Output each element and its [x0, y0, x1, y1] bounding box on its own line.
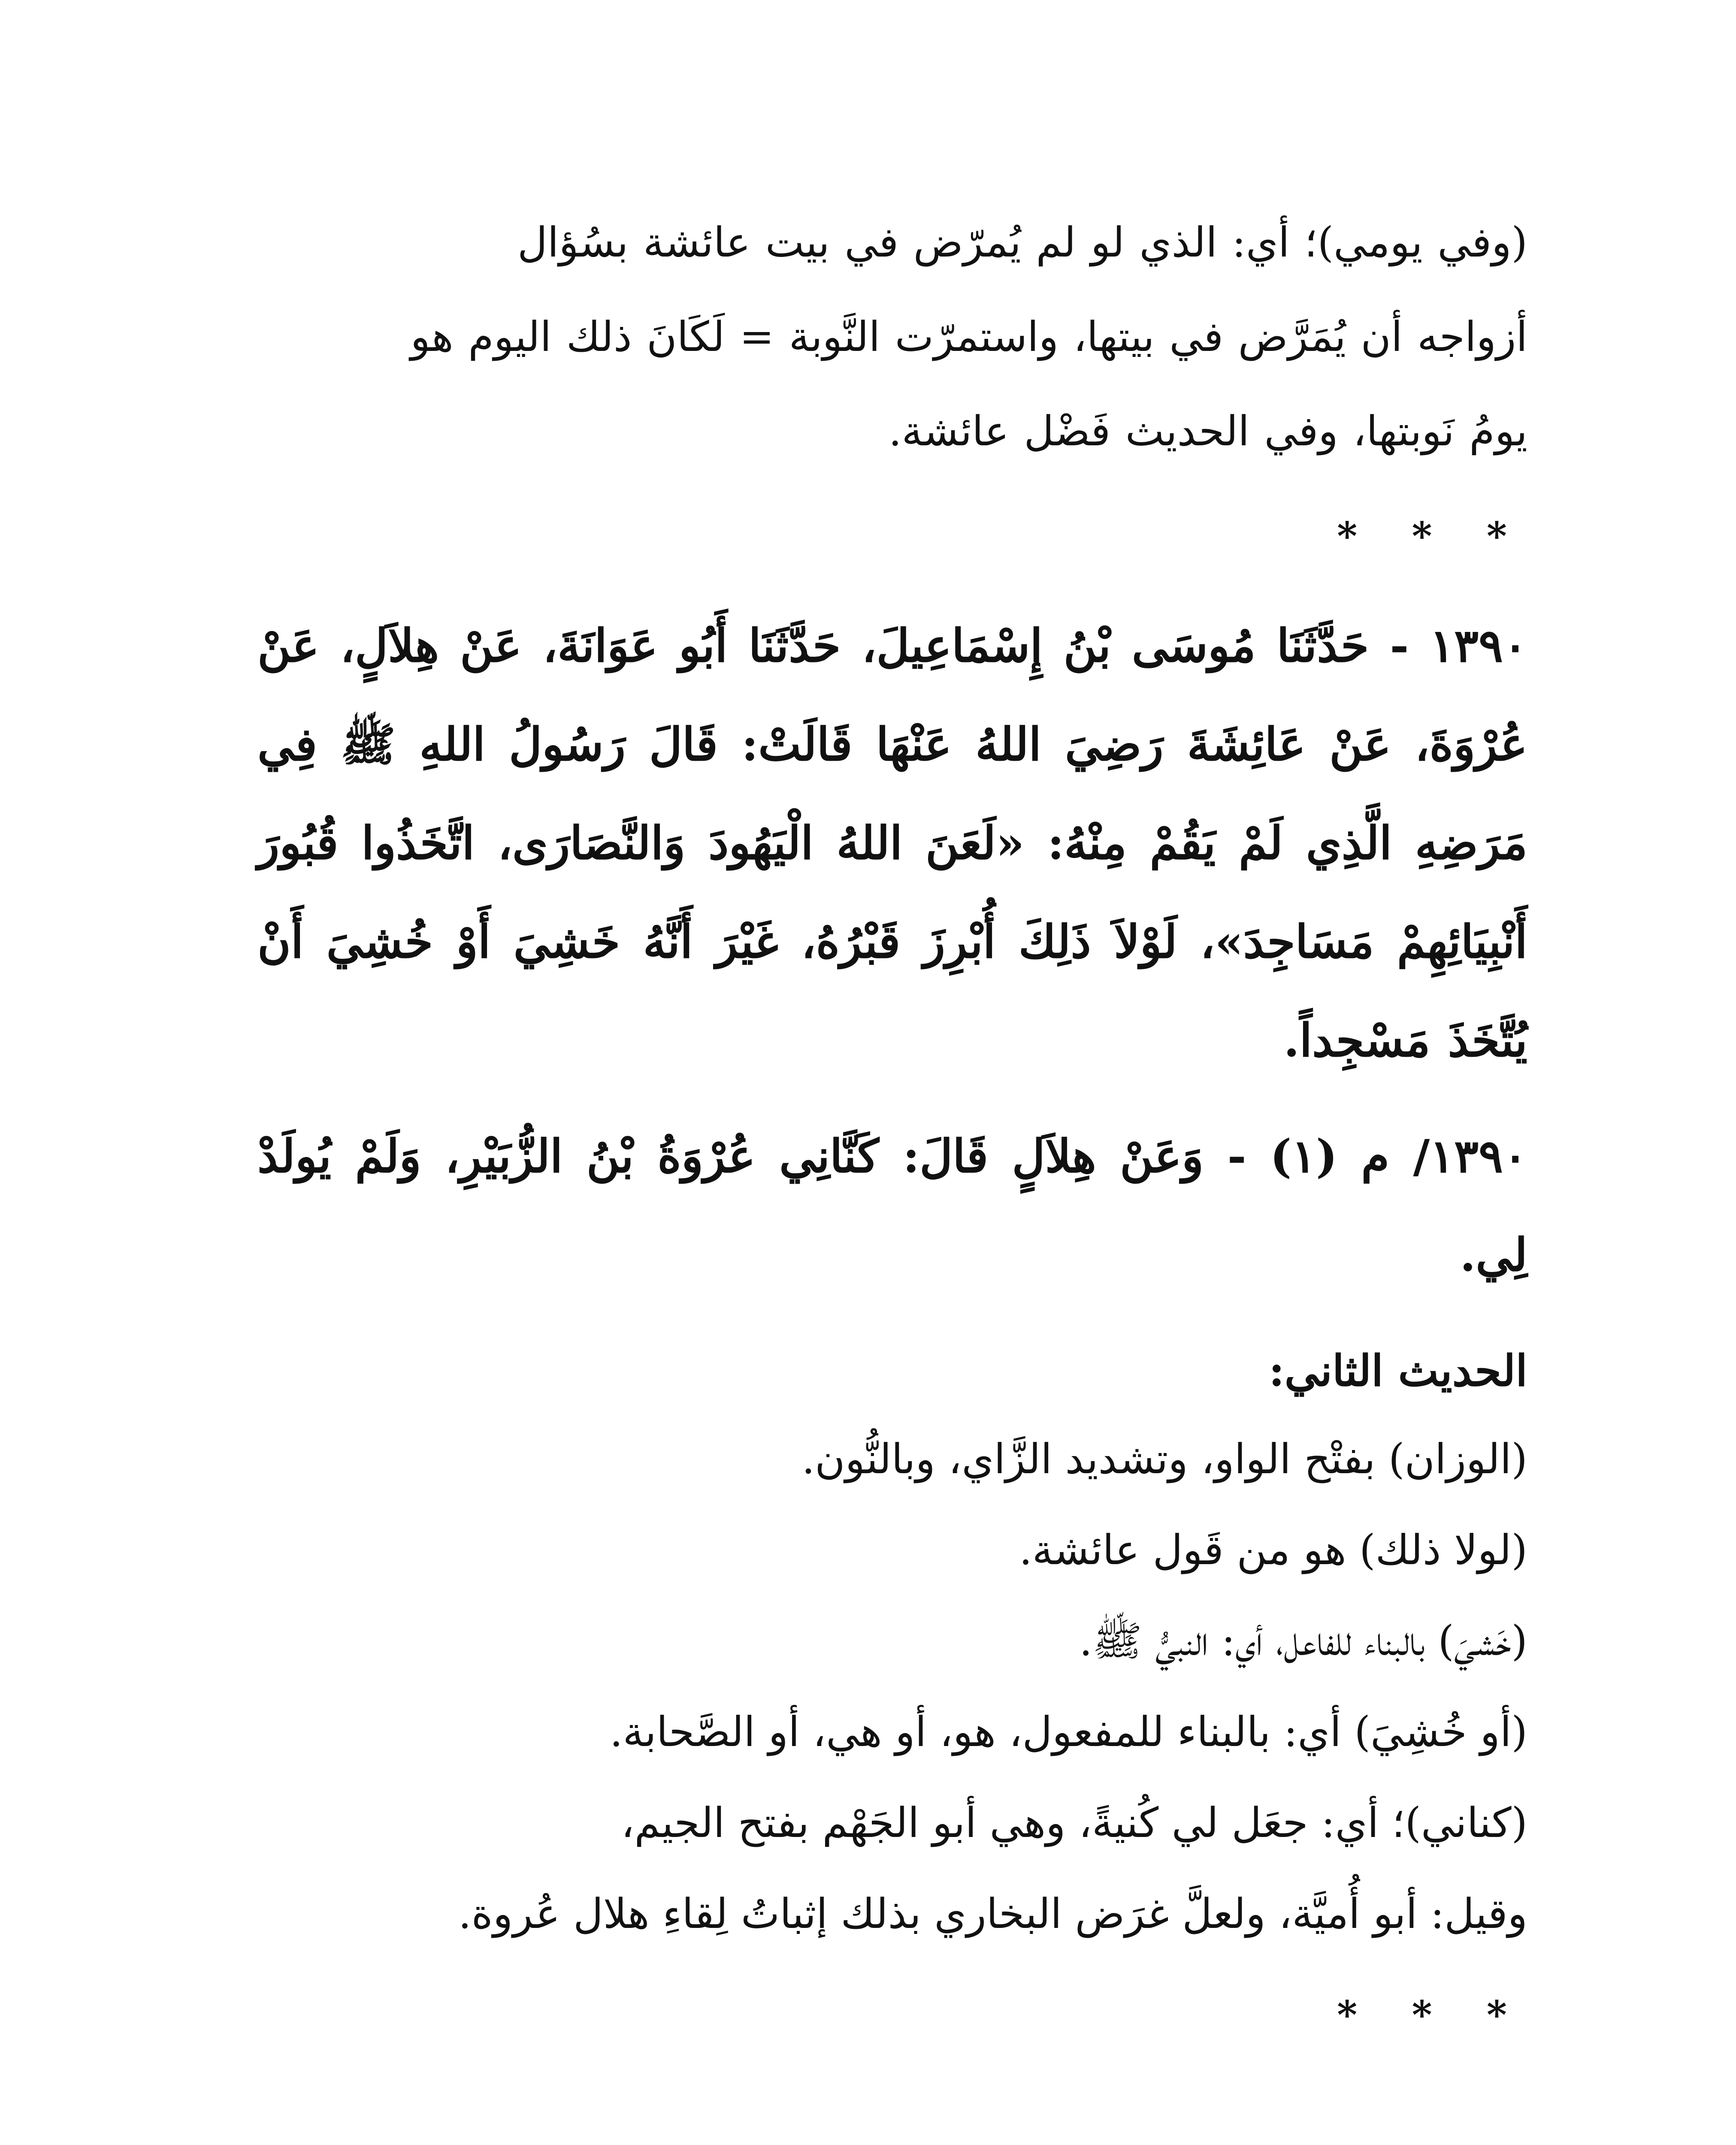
- intro-line: (وفي يومي)؛ أي: الذي لو لم يُمرّض في بيت عائشة بسُؤال: [517, 218, 1527, 266]
- commentary-line: (أو خُشِيَ) أي: بالبناء للمفعول، هو، أو هي، أو الصَّحابة.: [610, 1708, 1527, 1756]
- intro-line: يومُ نَوبتها، وفي الحديث فَضْل عائشة.: [888, 407, 1527, 455]
- commentary-section: [257, 1328, 1527, 1959]
- commentary-line: (خَشيَ) بالبناء للفاعل، أي: النبيُّ ﷺ.: [1079, 1617, 1527, 1665]
- section-separator: * * *: [1337, 514, 1527, 559]
- commentary-line: (لولا ذلك) هو من قَول عائشة.: [1019, 1526, 1527, 1574]
- intro-line: أزواجه أن يُمَرَّض في بيتها، واستمرّت النَّوبة = لَكَانَ ذلك اليوم هو: [410, 313, 1527, 361]
- commentary-line: (الوزان) بفتْح الواو، وتشديد الزَّاي، وبالنُّون.: [801, 1435, 1527, 1483]
- page-content: [257, 195, 1527, 2073]
- commentary-title: الحديث الثاني:: [1268, 1345, 1527, 1396]
- hadith-1390-text: ١٣٩٠ - حَدَّثَنَا مُوسَى بْنُ إِسْمَاعِيلَ، حَدَّثَنَا أَبُو عَوَانَةَ، عَنْ هِلاَلٍ، عَنْ عُرْوَةَ، عَنْ عَائِشَةَ رَضِيَ اللهُ عَنْهَا قَالَتْ: قَالَ رَسُولُ اللهِ ﷺ فِي مَرَضِهِ الَّذِي لَمْ يَقُمْ مِنْهُ: «لَعَنَ اللهُ الْيَهُودَ وَالنَّصَارَى، اتَّخَذُوا قُبُورَ أَنْبِيَائِهِمْ مَسَاجِدَ»، لَوْلاَ ذَلِكَ أُبْرِزَ قَبْرُهُ، غَيْرَ أَنَّهُ خَشِيَ أَوْ خُشِيَ أَنْ يُتَّخَذَ مَسْجِداً.: [257, 619, 1527, 1067]
- commentary-line: وقيل: أبو أُميَّة، ولعلَّ غرَض البخاري بذلك إثباتُ لِقاءِ هلال عُروة.: [458, 1890, 1527, 1938]
- section-separator: * * *: [1337, 1992, 1527, 2038]
- commentary-line: (كناني)؛ أي: جعَل لي كُنيةً، وهي أبو الجَهْم بفتح الجيم،: [621, 1799, 1527, 1847]
- intro-paragraph: [257, 195, 1527, 478]
- hadith-1390-m1-text: ١٣٩٠/ م (١) - وَعَنْ هِلاَلٍ قَالَ: كَنَّانِي عُرْوَةُ بْنُ الزُّبَيْرِ، وَلَمْ يُولَدْ لِي.: [257, 1129, 1527, 1281]
